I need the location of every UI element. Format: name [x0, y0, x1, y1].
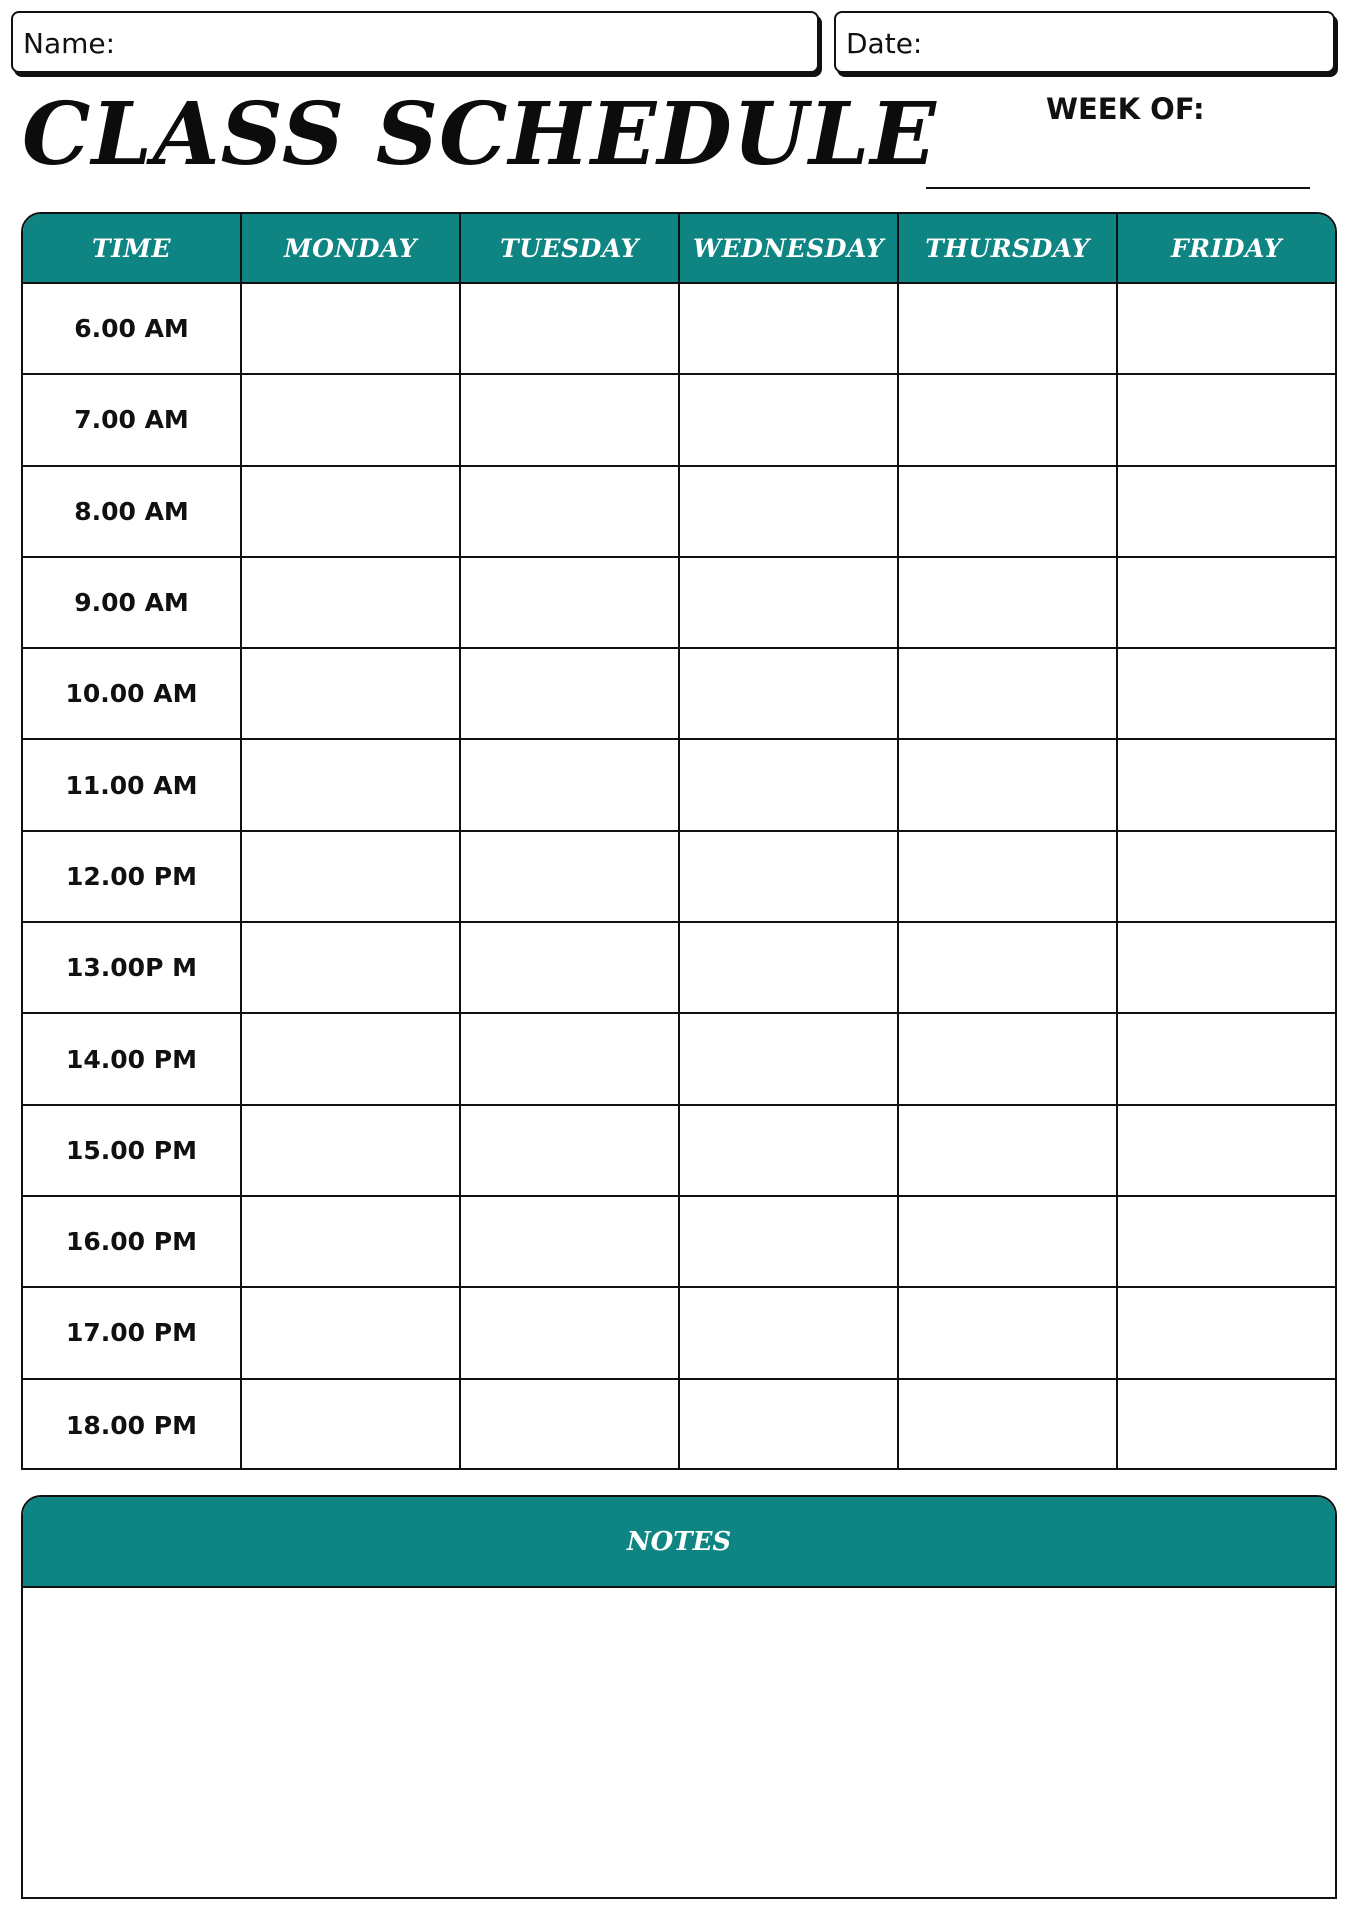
- week-of-field[interactable]: [926, 187, 1310, 189]
- date-field[interactable]: [834, 11, 1335, 73]
- table-row: [23, 558, 1335, 649]
- column-header-friday: FRIDAY: [1171, 233, 1282, 263]
- schedule-cell-wednesday[interactable]: [680, 1106, 899, 1195]
- schedule-cell-friday[interactable]: [1118, 375, 1335, 464]
- schedule-table: [21, 212, 1337, 1470]
- table-row: [23, 923, 1335, 1014]
- schedule-cell-friday[interactable]: [1118, 740, 1335, 829]
- schedule-cell-friday[interactable]: [1118, 467, 1335, 556]
- schedule-cell-tuesday[interactable]: [461, 1197, 680, 1286]
- schedule-cell-tuesday[interactable]: [461, 467, 680, 556]
- time-cell: 17.00 PM: [23, 1288, 242, 1377]
- schedule-cell-tuesday[interactable]: [461, 1014, 680, 1103]
- notes-header: NOTES: [23, 1497, 1335, 1588]
- schedule-cell-wednesday[interactable]: [680, 1197, 899, 1286]
- schedule-cell-thursday[interactable]: [899, 558, 1118, 647]
- schedule-cell-thursday[interactable]: [899, 1106, 1118, 1195]
- schedule-cell-tuesday[interactable]: [461, 649, 680, 738]
- schedule-cell-friday[interactable]: [1118, 923, 1335, 1012]
- time-cell: 10.00 AM: [23, 649, 242, 738]
- schedule-cell-monday[interactable]: [242, 923, 461, 1012]
- schedule-cell-wednesday[interactable]: [680, 375, 899, 464]
- schedule-cell-monday[interactable]: [242, 832, 461, 921]
- schedule-cell-tuesday[interactable]: [461, 923, 680, 1012]
- column-header-thursday: THURSDAY: [899, 214, 1118, 282]
- name-field[interactable]: [11, 11, 819, 73]
- week-of-label: WEEK OF:: [1046, 92, 1205, 126]
- time-cell: 12.00 PM: [23, 832, 242, 921]
- time-cell: 7.00 AM: [23, 375, 242, 464]
- schedule-cell-monday[interactable]: [242, 467, 461, 556]
- time-cell: 9.00 AM: [23, 558, 242, 647]
- schedule-cell-tuesday[interactable]: [461, 832, 680, 921]
- schedule-cell-friday[interactable]: [1118, 1288, 1335, 1377]
- schedule-cell-tuesday[interactable]: [461, 740, 680, 829]
- schedule-body: [23, 284, 1335, 1468]
- schedule-cell-monday[interactable]: [242, 1014, 461, 1103]
- table-row: [23, 375, 1335, 466]
- schedule-cell-friday[interactable]: [1118, 1014, 1335, 1103]
- schedule-cell-thursday[interactable]: [899, 284, 1118, 373]
- schedule-cell-thursday[interactable]: [899, 649, 1118, 738]
- schedule-cell-thursday[interactable]: [899, 1380, 1118, 1470]
- schedule-cell-wednesday[interactable]: [680, 558, 899, 647]
- column-header-time: TIME: [23, 214, 242, 282]
- notes-area[interactable]: [23, 1588, 1335, 1899]
- table-row: [23, 467, 1335, 558]
- schedule-cell-tuesday[interactable]: [461, 1288, 680, 1377]
- schedule-cell-monday[interactable]: [242, 1106, 461, 1195]
- schedule-cell-thursday[interactable]: [899, 740, 1118, 829]
- schedule-cell-wednesday[interactable]: [680, 284, 899, 373]
- schedule-cell-thursday[interactable]: [899, 467, 1118, 556]
- schedule-cell-wednesday[interactable]: [680, 1380, 899, 1470]
- schedule-cell-thursday[interactable]: [899, 832, 1118, 921]
- table-row: [23, 832, 1335, 923]
- schedule-cell-tuesday[interactable]: [461, 1106, 680, 1195]
- column-header-monday: MONDAY: [242, 214, 461, 282]
- page-title: CLASS SCHEDULE: [22, 84, 937, 185]
- schedule-cell-tuesday[interactable]: [461, 1380, 680, 1470]
- table-row: [23, 1106, 1335, 1197]
- table-row: [23, 649, 1335, 740]
- time-cell: 6.00 AM: [23, 284, 242, 373]
- schedule-cell-friday[interactable]: [1118, 1106, 1335, 1195]
- column-header-wednesday: WEDNESDAY: [680, 214, 899, 282]
- time-cell: 11.00 AM: [23, 740, 242, 829]
- schedule-cell-friday[interactable]: [1118, 1380, 1335, 1470]
- name-label: Name:: [23, 27, 116, 60]
- schedule-cell-thursday[interactable]: [899, 1197, 1118, 1286]
- schedule-cell-wednesday[interactable]: [680, 923, 899, 1012]
- notes-section: [21, 1495, 1337, 1899]
- schedule-cell-friday[interactable]: [1118, 1197, 1335, 1286]
- schedule-cell-monday[interactable]: [242, 375, 461, 464]
- time-cell: 8.00 AM: [23, 467, 242, 556]
- table-row: [23, 1197, 1335, 1288]
- table-row: [23, 284, 1335, 375]
- schedule-cell-wednesday[interactable]: [680, 740, 899, 829]
- schedule-header-row: [23, 214, 1335, 284]
- time-cell: 16.00 PM: [23, 1197, 242, 1286]
- schedule-cell-monday[interactable]: [242, 1288, 461, 1377]
- table-row: [23, 740, 1335, 831]
- schedule-cell-monday[interactable]: [242, 558, 461, 647]
- table-row: [23, 1380, 1335, 1470]
- schedule-cell-wednesday[interactable]: [680, 1014, 899, 1103]
- schedule-cell-friday[interactable]: [1118, 649, 1335, 738]
- schedule-cell-monday[interactable]: [242, 284, 461, 373]
- schedule-cell-wednesday[interactable]: [680, 1288, 899, 1377]
- schedule-cell-friday[interactable]: [1118, 558, 1335, 647]
- schedule-cell-wednesday[interactable]: [680, 832, 899, 921]
- table-row: [23, 1288, 1335, 1379]
- column-header-tuesday: TUESDAY: [461, 214, 680, 282]
- date-label: Date:: [846, 27, 923, 60]
- schedule-cell-thursday[interactable]: [899, 1288, 1118, 1377]
- table-row: [23, 1014, 1335, 1105]
- schedule-cell-thursday[interactable]: [899, 923, 1118, 1012]
- schedule-cell-wednesday[interactable]: [680, 467, 899, 556]
- schedule-cell-monday[interactable]: [242, 740, 461, 829]
- schedule-cell-thursday[interactable]: [899, 375, 1118, 464]
- time-cell: 18.00 PM: [23, 1380, 242, 1470]
- schedule-cell-tuesday[interactable]: [461, 558, 680, 647]
- schedule-cell-monday[interactable]: [242, 649, 461, 738]
- schedule-cell-wednesday[interactable]: [680, 649, 899, 738]
- time-cell: 13.00P M: [23, 923, 242, 1012]
- schedule-cell-friday[interactable]: [1118, 832, 1335, 921]
- schedule-cell-monday[interactable]: [242, 1380, 461, 1470]
- schedule-cell-thursday[interactable]: [899, 1014, 1118, 1103]
- schedule-cell-friday[interactable]: [1118, 284, 1335, 373]
- schedule-cell-tuesday[interactable]: [461, 375, 680, 464]
- schedule-cell-monday[interactable]: [242, 1197, 461, 1286]
- time-cell: 14.00 PM: [23, 1014, 242, 1103]
- schedule-cell-tuesday[interactable]: [461, 284, 680, 373]
- time-cell: 15.00 PM: [23, 1106, 242, 1195]
